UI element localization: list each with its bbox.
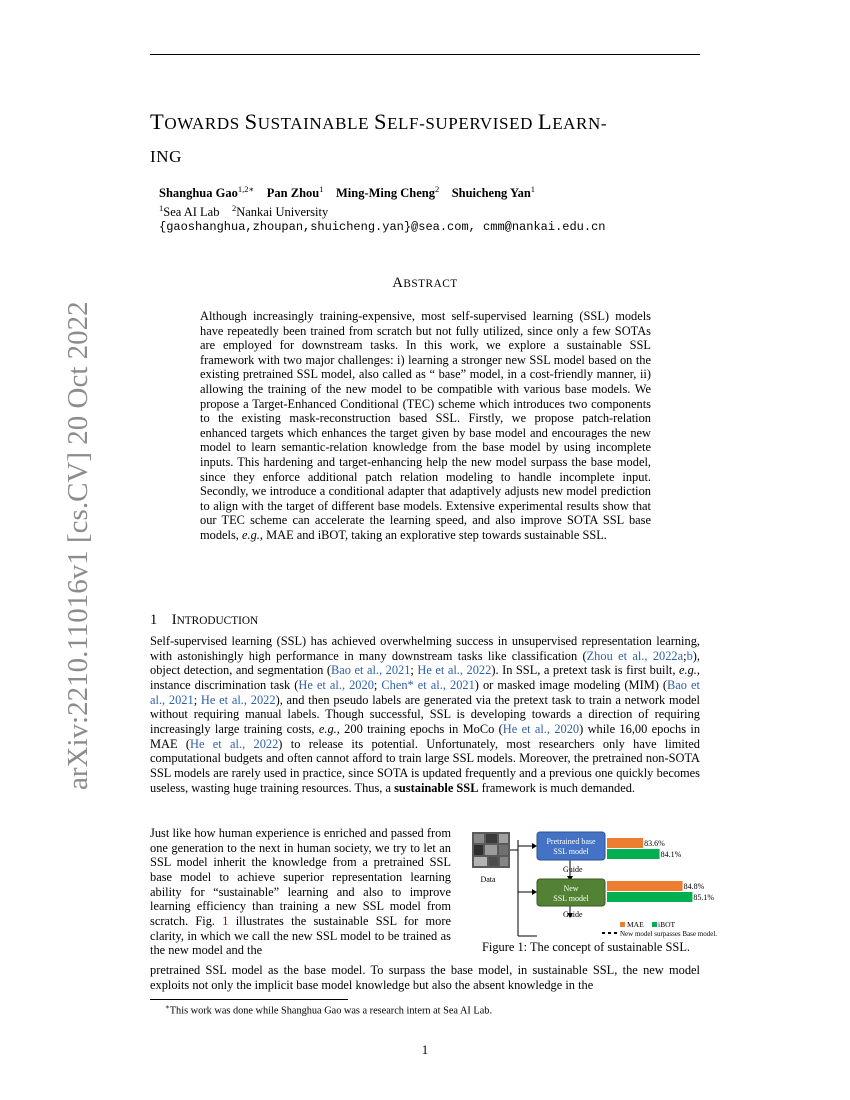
author-affil-mark: 1,2∗ xyxy=(237,184,255,194)
citation-link[interactable]: He et al., 2022 xyxy=(190,736,279,751)
title-cap: S xyxy=(244,109,258,134)
abstract-eg: e.g., xyxy=(242,527,263,542)
text: ; xyxy=(373,677,382,692)
eg-text: e.g., xyxy=(679,663,700,678)
new-box-label: SSL model xyxy=(553,894,589,903)
title-cap: T xyxy=(150,109,165,134)
footnote xyxy=(165,1003,492,1016)
text: ) to release its potential. Unfortunately, most researchers only have limited computational budgets and often cannot afford to train large SSL models. Moreover, the pretrained non-SOTA SSL models are rarely used in practice, since SOTA is updated frequently and a previous one quickly becomes useless, wasting huge training resources. Thus, a xyxy=(150,736,701,795)
citation-link[interactable]: He et al., 2022 xyxy=(417,663,492,678)
guide-label: Guide xyxy=(563,865,583,874)
text: ), object detection, and segmentation ( xyxy=(150,648,700,678)
legend-ibot-label: iBOT xyxy=(658,920,676,929)
title-cap: S xyxy=(373,109,388,134)
text: ; xyxy=(683,648,687,663)
text: illustrates the sustainable SSL for more clarity, in which we call the new SSL model to be trained as the new model and the xyxy=(150,913,451,958)
eg-text: e.g., xyxy=(318,721,340,736)
affil-mark: 2 xyxy=(231,203,237,213)
page-number: 1 xyxy=(421,1043,429,1057)
bar-value-label: 84.8% xyxy=(683,882,705,891)
bold-phrase: sustainable SSL xyxy=(394,780,479,795)
bar-chart xyxy=(607,838,714,902)
title-small: ELF-SUPERVISED xyxy=(387,114,538,133)
figure-ref-link[interactable]: 1 xyxy=(222,913,229,928)
footnote-text: This work was done while Shanghua Gao was a research intern at Sea AI Lab. xyxy=(169,1005,493,1017)
affiliations xyxy=(159,203,328,220)
data-label: Data xyxy=(480,875,496,884)
title-small: USTAINABLE xyxy=(257,114,374,133)
author-name: Pan Zhou xyxy=(266,186,320,201)
text: framework is much demanded. xyxy=(478,780,636,795)
text: ) or masked image modeling (MIM) ( xyxy=(474,677,668,692)
data-image-icon xyxy=(472,832,510,868)
bar-value-label: 84.1% xyxy=(660,850,682,859)
section-title-small: NTRODUCTION xyxy=(176,615,259,627)
affiliation: Sea AI Lab xyxy=(163,205,220,220)
abstract-body: Although increasingly training-expensive, most self-supervised learning (SSL) models have repeatedly been trained from scratch but not fully utilized, since only a few SOTAs are employed for downstream tasks. In this work, we explore a sustainable SSL framework with two major challenges: i) learning a stronger new SSL model based on the existing pretrained SSL model, also called as “ base” model, in a cost-friendly manner, ii) allowing the training of the new model to be compatible with various base models. We propose a Target-Enhanced Conditional (TEC) scheme which introduces two components to the existing mask-reconstruction based SSL. Firstly, we propose patch-relation enhanced targets which enhances the target given by base model and encourages the new model to learn semantic-relation knowledge from the base model by using incomplete inputs. This hardening and target-enhancing help the new model surpass the base model, since they enforce additional patch relation modeling to handle incomplete input. Secondly, we introduce a conditional adapter that adaptively adjusts new model prediction to align with the target of different base models. Extensive experimental results show that our TEC scheme can accelerate the learning speed, and also improve SOTA SSL base models, xyxy=(200,309,651,542)
abstract-heading-cap: A xyxy=(392,275,404,291)
title-small: OWARDS xyxy=(164,114,245,133)
abstract-text xyxy=(200,309,651,543)
affiliation: Nankai University xyxy=(236,205,329,220)
arxiv-id-text: arXiv:2210.11016v1 [cs.CV] 20 Oct 2022 xyxy=(62,301,94,790)
bar-value-label: 85.1% xyxy=(693,893,715,902)
author-affil-mark: 1 xyxy=(530,184,536,194)
pretrained-box-label: Pretrained base xyxy=(546,837,596,846)
text: ) while 16,00 epochs in MAE ( xyxy=(150,721,701,751)
bar-mae-new xyxy=(607,881,683,891)
arrow-head xyxy=(532,843,537,849)
guide-label: Guide xyxy=(563,910,583,919)
footnote-mark: ∗ xyxy=(165,1003,170,1011)
bar-ibot-new xyxy=(607,892,692,902)
intro-paragraph-1 xyxy=(150,634,700,795)
author-affil-mark: 2 xyxy=(434,184,440,194)
citation-link[interactable]: b xyxy=(686,648,693,663)
abstract-heading-small: BSTRACT xyxy=(403,278,458,290)
bar-value-label: 83.6% xyxy=(644,839,665,848)
arxiv-side-label xyxy=(36,301,94,790)
paper-title xyxy=(150,106,710,172)
text: instance discrimination task ( xyxy=(150,677,299,692)
text: Just like how human experience is enriched and passed from one generation to the next in human society, we try to let an SSL model inherit the knowledge from a pretrained SSL base model to achieve superior representation learning ability for “sustainable” learning and also to improve learning efficiency than training a new SSL model from scratch. Fig. xyxy=(150,826,451,928)
author-name: Shanghua Gao xyxy=(159,186,238,201)
intro-paragraph-2 xyxy=(150,826,451,958)
text: ), and then pseudo labels are generated via the pretext task to train a network model without requiring manual labels. Though successful, SSL is developing towards a direction of requiring increasingly large training costs, xyxy=(150,692,700,736)
title-line2: ING xyxy=(150,147,183,166)
section-title-cap: I xyxy=(171,612,177,628)
author-name: Ming-Ming Cheng xyxy=(335,186,435,201)
section-number: 1 xyxy=(150,612,158,628)
citation-link[interactable]: He et al., 2022 xyxy=(200,692,276,707)
figure-caption: Figure 1: The concept of sustainable SSL. xyxy=(482,940,690,954)
pretrained-box-label: SSL model xyxy=(553,847,589,856)
citation-link[interactable]: Bao et al., 2021 xyxy=(150,677,700,707)
legend-ibot-swatch xyxy=(652,922,657,927)
bar-mae-base xyxy=(607,838,643,848)
intro-paragraph-3: pretrained SSL model as the base model. To surpass the base model, in sustainable SSL, the new model exploits not only the implicit base model knowledge but also the absent knowledge in the xyxy=(150,963,700,992)
bar-ibot-base xyxy=(607,849,660,859)
citation-link[interactable]: He et al., 2020 xyxy=(298,677,374,692)
author-emails: {gaoshanghua,zhoupan,shuicheng.yan}@sea.com, cmm@nankai.edu.cn xyxy=(159,220,606,234)
text: ). In SSL, a pretext task is first built, xyxy=(491,663,679,678)
legend-mae-swatch xyxy=(620,922,625,927)
legend-dashed-label: New model surpasses Base model. xyxy=(620,930,718,938)
new-box-label: New xyxy=(563,884,579,893)
legend-mae-label: MAE xyxy=(627,920,644,929)
text: ; xyxy=(410,663,418,678)
author-list xyxy=(159,184,535,201)
section-heading xyxy=(150,612,258,629)
top-rule xyxy=(150,54,700,55)
author-affil-mark: 1 xyxy=(319,184,324,194)
citation-link[interactable]: He et al., 2020 xyxy=(502,721,580,736)
citation-link[interactable]: Bao et al., 2021 xyxy=(331,663,411,678)
author-name: Shuicheng Yan xyxy=(451,186,531,201)
citation-link[interactable]: Chen* et al., 2021 xyxy=(381,677,475,692)
abstract-body-end: MAE and iBOT, taking an explorative step towards sustainable SSL. xyxy=(263,527,607,542)
footnote-rule xyxy=(150,999,348,1000)
arrow-head xyxy=(532,889,537,895)
affil-mark: 1 xyxy=(159,203,164,213)
text: 200 training epochs in MoCo ( xyxy=(339,721,503,736)
abstract-heading xyxy=(0,275,850,292)
text: ; xyxy=(193,692,201,707)
citation-link[interactable]: Zhou et al., 2022a xyxy=(586,648,684,663)
title-small: EARN- xyxy=(552,114,608,133)
title-cap: L xyxy=(537,109,553,134)
text: Self-supervised learning (SSL) has achieved overwhelming success in unsupervised representation learning, with astonishingly high performance in many downstream tasks like classification ( xyxy=(150,634,700,663)
